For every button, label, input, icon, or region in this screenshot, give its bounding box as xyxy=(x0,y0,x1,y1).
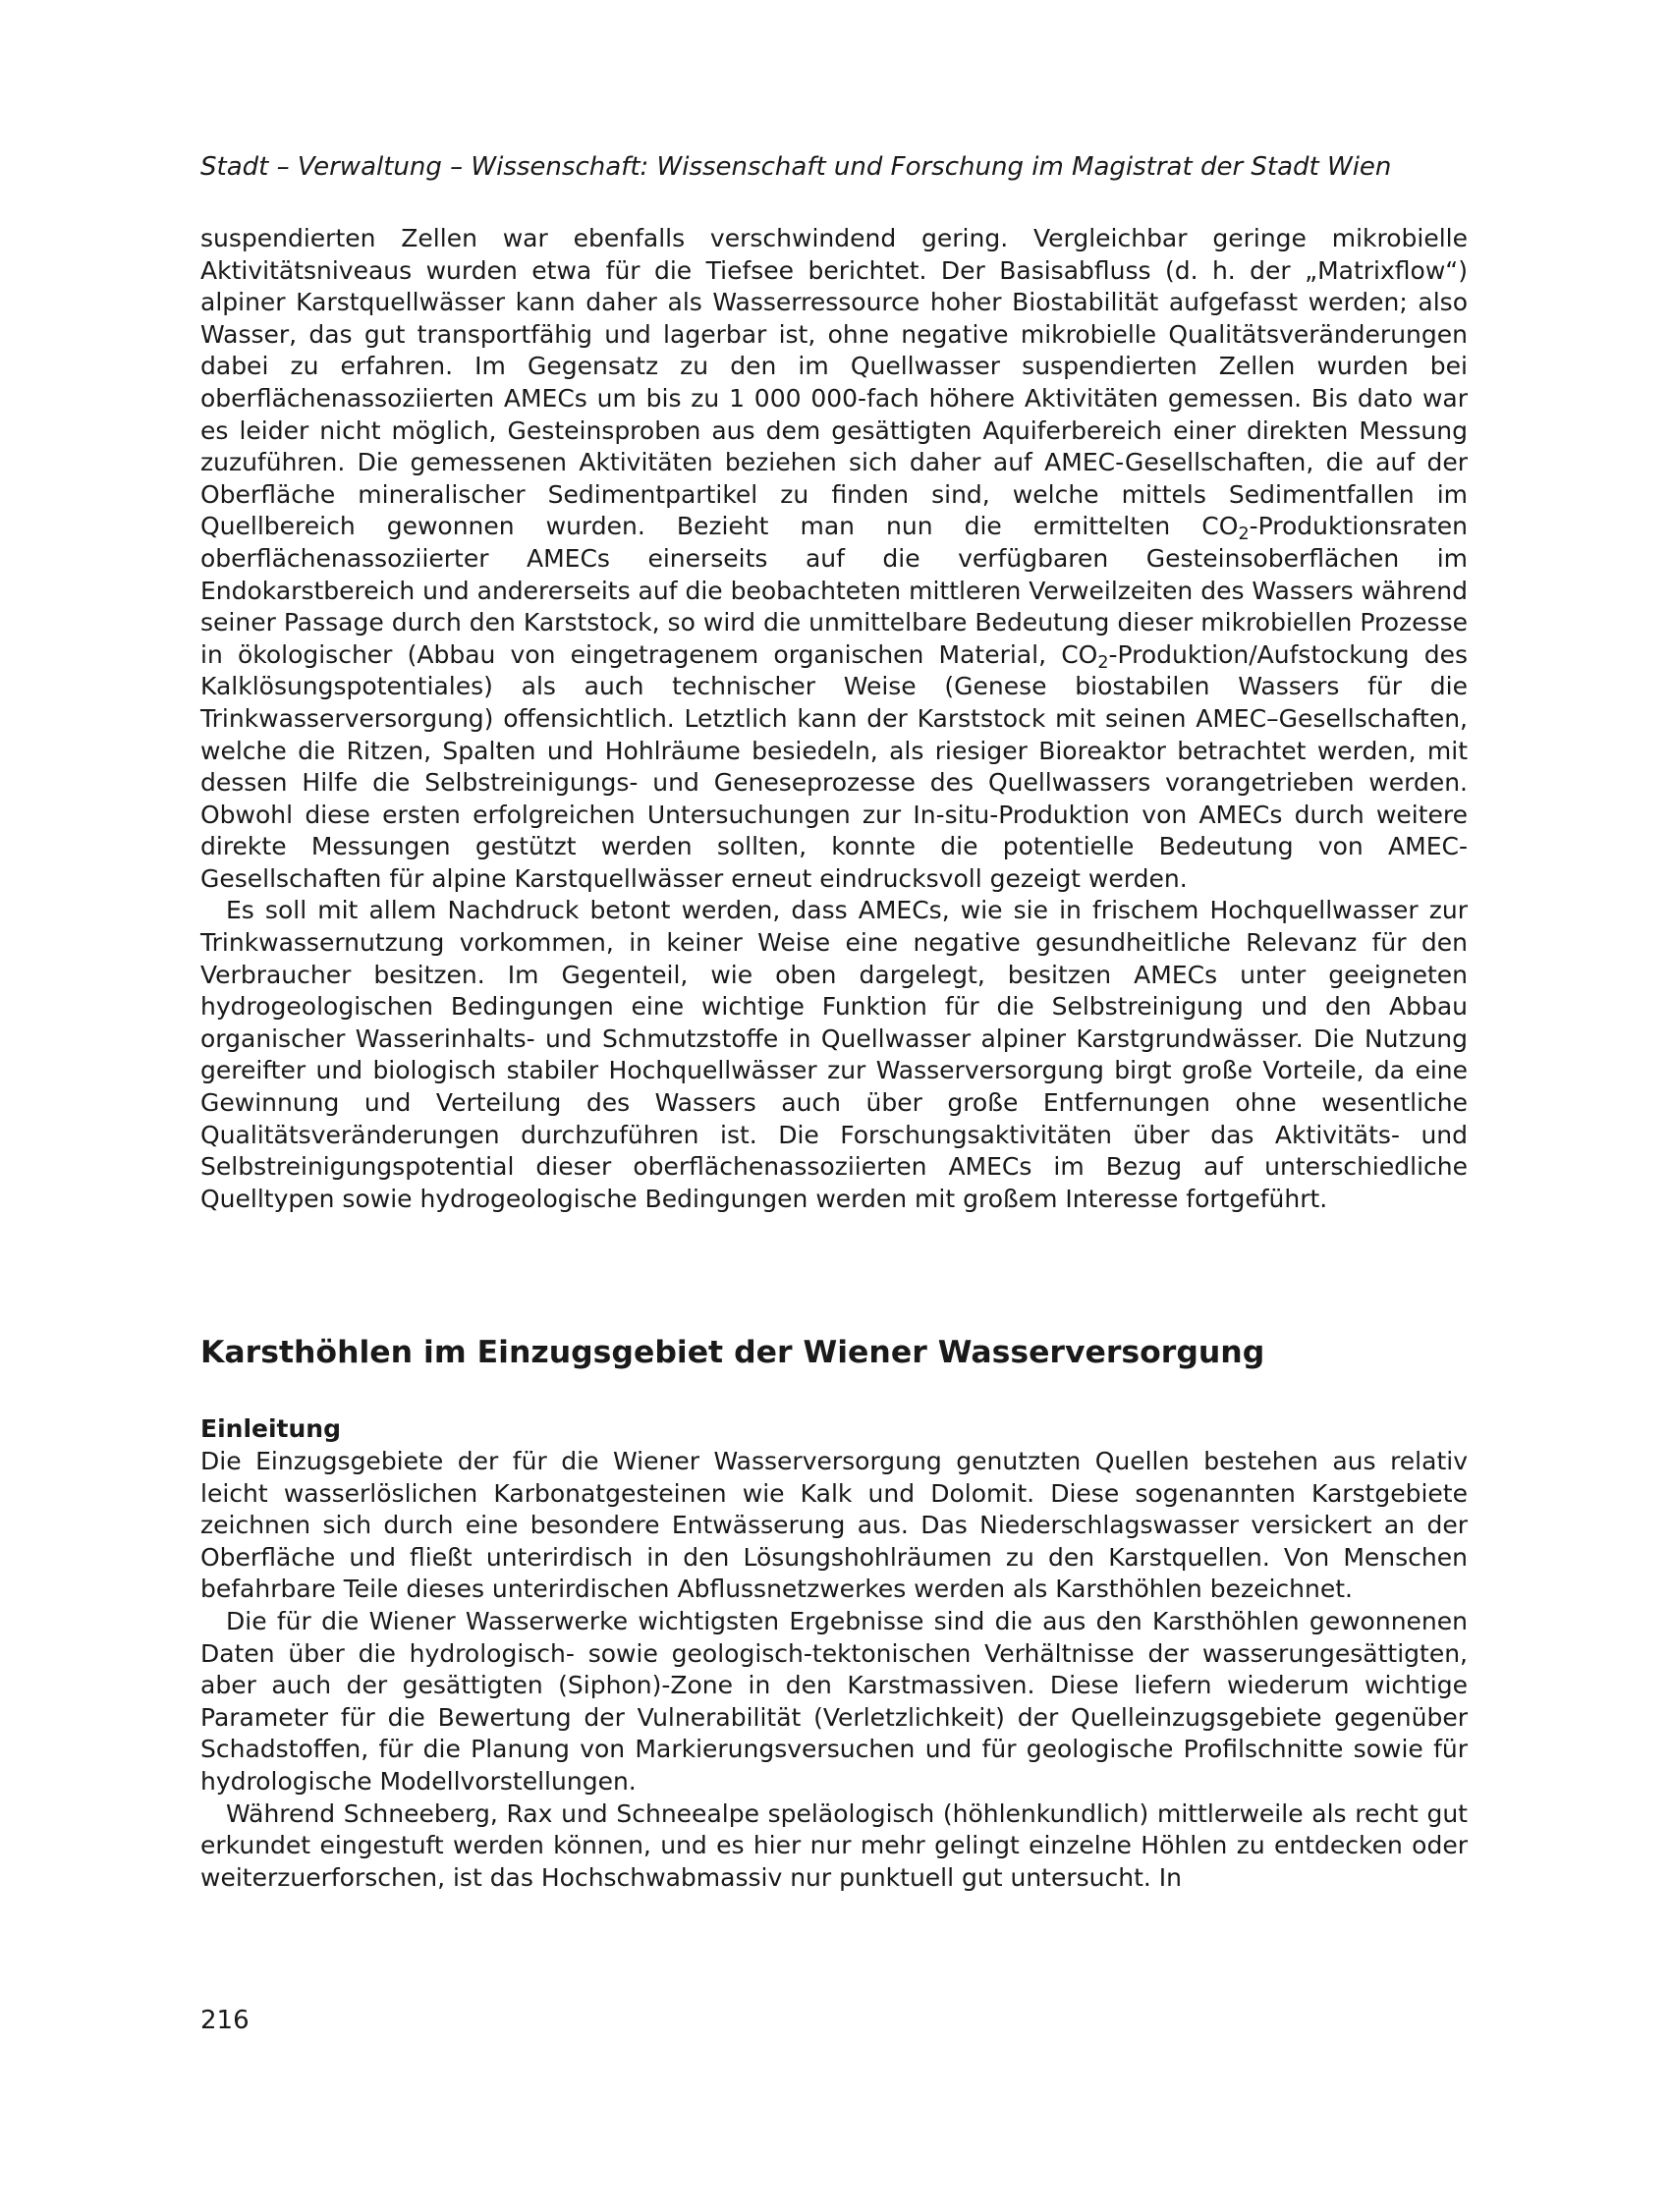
paragraph: Die Einzugsgebiete der für die Wiener Wasserversorgung genutzten Quellen bestehen aus relativ leicht wasserlöslichen Karbonatgesteinen wie Kalk und Dolomit. Diese sogenannten Karstgebiete zeichnen sich durch eine besondere Entwässerung aus. Das Niederschlagswasser versickert an der Oberfläche und fließt unterirdisch in den Lösungshohlräumen zu den Karstquellen. Von Menschen befahrbare Teile dieses unterirdischen Abflussnetzwerkes werden als Karsthöhlen bezeichnet. xyxy=(200,1447,1468,1604)
subsection-heading: Einleitung xyxy=(200,1414,341,1443)
body-text-block-2 xyxy=(200,1446,1468,1894)
paragraph: suspendierten Zellen war ebenfalls verschwindend gering. Vergleichbar geringe mikrobielle Aktivitätsniveaus wurden etwa für die Tiefsee berichtet. Der Basisabfluss (d. h. der „Matrixflow“) alpiner Karstquellwässer kann daher als Wasserressource hoher Biostabilität aufgefasst werden; also Wasser, das gut transportfähig und lagerbar ist, ohne negative mikrobielle Qualitätsveränderungen dabei zu erfahren. Im Gegensatz zu den im Quellwasser suspendierten Zellen wurden bei oberflächenassoziierten AMECs um bis zu 1 000 000-fach höhere Aktivitäten gemessen. Bis dato war es leider nicht möglich, Gesteinsproben aus dem gesättigten Aquiferbereich einer direkten Messung zuzuführen. Die gemessenen Aktivitäten beziehen sich daher auf AMEC-Gesellschaften, die auf der Oberfläche mineralischer Sedimentpartikel zu finden sind, welche mittels Sedimentfallen im Quellbereich gewonnen wurden. Bezieht man nun die ermittelten $CO_2$-Produktionsraten oberflächenassoziierter AMECs einerseits auf die verfügbaren Gesteinsoberflächen im Endokarstbereich und andererseits auf die beobachteten mittleren Verweilzeiten des Wassers während seiner Passage durch den Karststock, so wird die unmittelbare Bedeutung dieser mikrobiellen Prozesse in ökologischer (Abbau von eingetragenem organischen Material, $CO_2-Produktion$/Aufstockung des Kalklösungspotentiales) als auch technischer Weise (Genese biostabilen Wassers für die Trinkwasserversorgung) offensichtlich. Letztlich kann der Karststock mit seinen AMEC–Gesellschaften, welche die Ritzen, Spalten und Hohlräume besiedeln, als riesiger Bioreaktor betrachtet werden, mit dessen Hilfe die Selbstreinigungs- und Geneseprozesse des Quellwassers vorangetrieben werden. Obwohl diese ersten erfolgreichen Untersuchungen zur In-situ-Produktion von AMECs durch weitere direkte Messungen gestützt werden sollten, konnte die potentielle Bedeutung von AMEC-Gesellschaften für alpine Karstquellwässer erneut eindrucksvoll gezeigt werden. xyxy=(200,224,1468,893)
subscript: 2 xyxy=(1238,525,1250,545)
body-text-block-1 xyxy=(200,223,1468,1215)
paragraph: Während Schneeberg, Rax und Schneealpe speläologisch (höhlenkundlich) mittlerweile als recht gut erkundet eingestuft werden können, und es hier nur mehr gelingt einzelne Höhlen zu entdecken oder weiterzuerforschen, ist das Hochschwabmassiv nur punktuell gut untersucht. In xyxy=(200,1798,1468,1892)
subscript: 2 xyxy=(1097,652,1109,673)
section-heading: Karsthöhlen im Einzugsgebiet der Wiener Wasserversorgung xyxy=(200,1335,1265,1370)
paragraph: Es soll mit allem Nachdruck betont werden, dass AMECs, wie sie in frischem Hochquellwasser zur Trinkwassernutzung vorkommen, in keiner Weise eine negative gesundheitliche Relevanz für den Verbraucher besitzen. Im Gegenteil, wie oben dargelegt, besitzen AMECs unter geeigneten hydrogeologischen Bedingungen eine wichtige Funktion für die Selbstreinigung und den Abbau organischer Wasserinhalts- und Schmutzstoffe in Quellwasser alpiner Karstgrundwässer. Die Nutzung gereifter und biologisch stabiler Hochquellwässer zur Wasserversorgung birgt große Vorteile, da eine Gewinnung und Verteilung des Wassers auch über große Entfernungen ohne wesentliche Qualitätsveränderungen durchzuführen ist. Die Forschungsaktivitäten über das Aktivitäts- und Selbstreinigungspotential dieser oberflächenassoziierten AMECs im Bezug auf unterschiedliche Quelltypen sowie hydrogeologische Bedingungen werden mit großem Interesse fortgeführt. xyxy=(200,896,1468,1213)
page-number: 216 xyxy=(200,2006,250,2035)
paragraph: Die für die Wiener Wasserwerke wichtigsten Ergebnisse sind die aus den Karsthöhlen gewonnenen Daten über die hydrologisch- sowie geologisch-tektonischen Verhältnisse der wasserungesättigten, aber auch der gesättigten (Siphon)-Zone in den Karstmassiven. Diese liefern wiederum wichtige Parameter für die Bewertung der Vulnerabilität (Verletzlichkeit) der Quelleinzugsgebiete gegenüber Schadstoffen, für die Planung von Markierungsversuchen und für geologische Profilschnitte sowie für hydrologische Modellvorstellungen. xyxy=(200,1606,1468,1796)
running-header: Stadt – Verwaltung – Wissenschaft: Wissenschaft und Forschung im Magistrat der Stadt Wien xyxy=(200,152,1392,182)
